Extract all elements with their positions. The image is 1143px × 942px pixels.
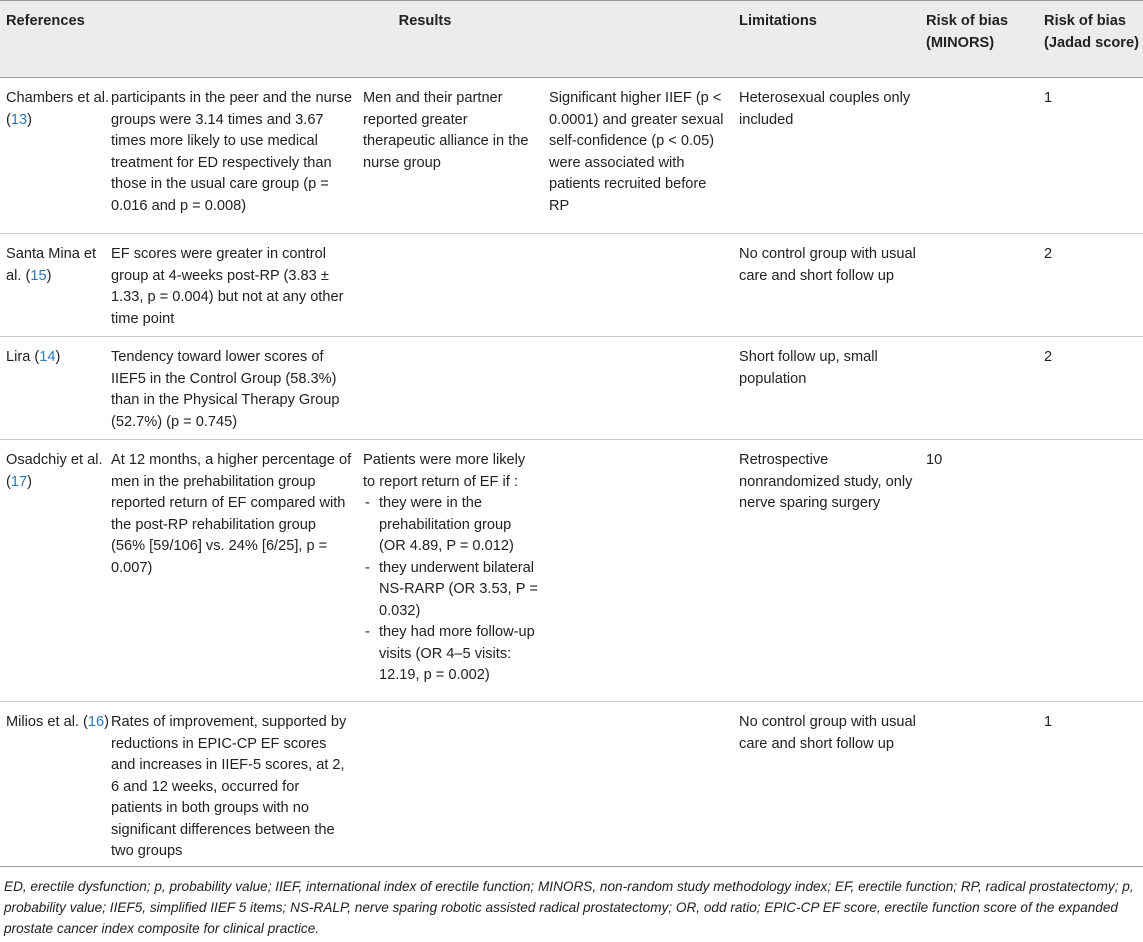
result-intro: Patients were more likely to report return of EF if : <box>363 452 526 490</box>
header-references: References <box>6 13 85 29</box>
header-jadad: Risk of bias (Jadad score) <box>1044 13 1139 51</box>
limitations-cell: No control group with usual care and short follow up <box>739 234 926 337</box>
table-row <box>0 440 1143 702</box>
result-cell <box>363 234 549 337</box>
minors-cell <box>926 78 1044 234</box>
jadad-cell: 2 <box>1044 234 1143 337</box>
table-row <box>0 337 1143 440</box>
limitations-cell: Heterosexual couples only included <box>739 78 926 234</box>
result-cell: Rates of improvement, supported by reductions in EPIC-CP EF scores and increases in IIEF-5 scores, at 2, 6 and 12 weeks, occurred for patients in both groups with no significant differences between the two groups <box>111 714 347 859</box>
list-item: - they underwent bilateral NS-RARP (OR 3.53, P = 0.032) <box>363 558 541 623</box>
result-cell <box>363 440 549 702</box>
reference-cell: Lira (14) <box>0 337 111 440</box>
minors-cell <box>926 702 1044 878</box>
result-cell: EF scores were greater in control group at 4-weeks post-RP (3.83 ± 1.33, p = 0.004) but not at any other time point <box>111 234 363 337</box>
reference-cell: Milios et al. (16) <box>6 714 110 730</box>
reference-cell: Santa Mina et al. (15) <box>0 234 111 337</box>
result-cell <box>549 702 739 878</box>
table-row <box>0 234 1143 337</box>
result-cell <box>549 337 739 440</box>
result-cell: Significant higher IIEF (p < 0.0001) and greater sexual self-confidence (p < 0.05) were associated with patients recruited before RP <box>549 78 739 234</box>
table-row <box>0 702 1143 878</box>
list-item: - they had more follow-up visits (OR 4–5 visits: 12.19, p = 0.002) <box>363 622 541 687</box>
minors-cell: 10 <box>926 440 1044 702</box>
jadad-cell: 1 <box>1044 78 1143 234</box>
reference-cell: Osadchiy et al. (17) <box>0 440 111 702</box>
reference-link[interactable]: 16 <box>87 714 105 730</box>
reference-link[interactable]: 14 <box>39 349 56 365</box>
reference-link[interactable]: 17 <box>10 473 28 490</box>
minors-cell <box>926 337 1044 440</box>
result-list <box>363 493 541 687</box>
reference-cell: Chambers et al. (13) <box>0 78 111 234</box>
header-results: Results <box>398 13 452 29</box>
table-row <box>0 78 1143 234</box>
result-cell <box>363 337 549 440</box>
minors-cell <box>926 234 1044 337</box>
result-cell <box>549 234 739 337</box>
jadad-cell <box>1044 440 1143 702</box>
result-cell <box>549 440 739 702</box>
table-footnote: ED, erectile dysfunction; p, probability value; IIEF, international index of erectile function; MINORS, non-random study methodology index; EF, erectile function; RP, radical prostatectomy; p, probability value; IIEF5, simplified IIEF 5 items; NS-RALP, nerve sparing robotic assisted radical prostatectomy; OR, odd ratio; EPIC-CP EF score, erectile function score of the expanded prostate cancer index composite for clinical practice. <box>4 879 1134 936</box>
header-row <box>0 1 1143 78</box>
jadad-cell: 1 <box>1044 714 1053 730</box>
result-cell: Men and their partner reported greater therapeutic alliance in the nurse group <box>363 78 549 234</box>
limitations-cell: Short follow up, small population <box>739 337 926 440</box>
list-item: - they were in the prehabilitation group (OR 4.89, P = 0.012) <box>363 493 541 558</box>
limitations-cell: No control group with usual care and short follow up <box>739 714 916 752</box>
footnote-divider <box>0 866 1143 867</box>
header-limitations: Limitations <box>739 13 817 29</box>
result-cell: Tendency toward lower scores of IIEF5 in the Control Group (58.3%) than in the Physical Therapy Group (52.7%) (p = 0.745) <box>111 337 363 440</box>
jadad-cell: 2 <box>1044 337 1143 440</box>
limitations-cell: Retrospective nonrandomized study, only nerve sparing surgery <box>739 440 926 702</box>
result-cell <box>363 702 549 878</box>
header-minors: Risk of bias (MINORS) <box>926 13 1008 51</box>
result-cell: participants in the peer and the nurse groups were 3.14 times and 3.67 times more likely to use medical treatment for ED respectively than those in the usual care group (p = 0.016 and p = 0.008) <box>111 78 363 234</box>
result-cell: At 12 months, a higher percentage of men in the prehabilitation group reported return of EF compared with the post-RP rehabilitation group (56% [59/106] vs. 24% [6/25], p = 0.007) <box>111 440 363 702</box>
reference-link[interactable]: 13 <box>10 111 28 128</box>
reference-link[interactable]: 15 <box>30 267 47 284</box>
